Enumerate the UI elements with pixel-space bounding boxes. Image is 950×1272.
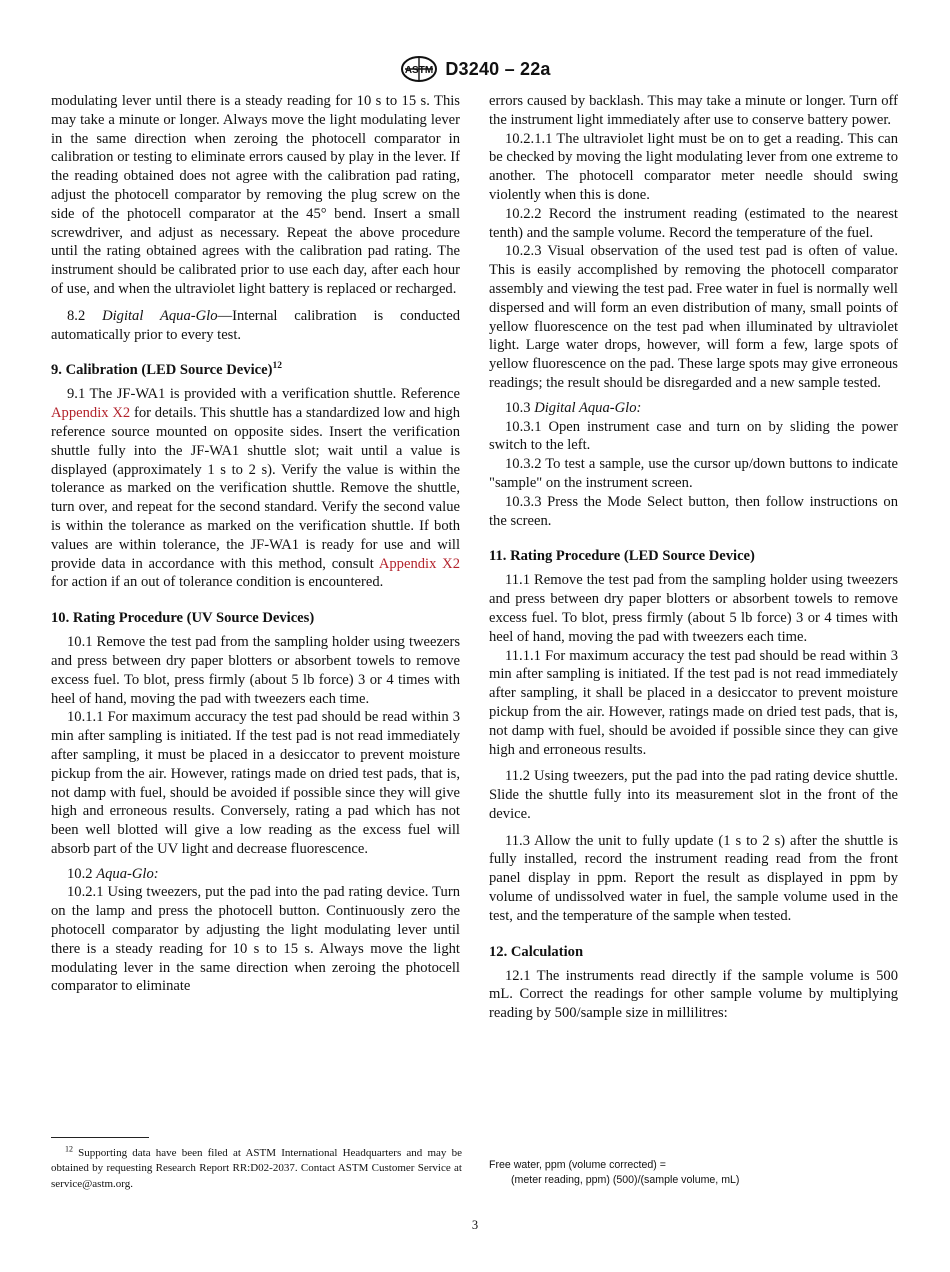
section-heading-10: 10. Rating Procedure (UV Source Devices) bbox=[51, 610, 315, 627]
section-heading-12: 12. Calculation bbox=[489, 943, 584, 960]
paragraph-8-2: 8.2 Digital Aqua-Glo—Internal calibration is conducted automatically prior to every test. bbox=[51, 307, 460, 343]
section-heading-11: 11. Rating Procedure (LED Source Device) bbox=[489, 548, 755, 565]
paragraph-10-2-3: 10.2.3 Visual observation of the used test pad is often of value. This is easily accomplished by removing the photocell comparator assembly and viewing the test pad. Free water in fuel is normally well dispersed and will form an even distribution of many, small points of yellow fluorescence on the test pad when illuminated by ultraviolet light. Large water drops, however, will form a few, large spots of yellow fluorescence on the pad. These large spots may give erroneous readings; the result should be disregarded and a new sample tested. bbox=[489, 243, 898, 391]
paragraph-10-1-1: 10.1.1 For maximum accuracy the test pad should be read within 3 min after sampling is initiated. If the test pad is not read immediately after sampling, it must be placed in a desiccator to prevent moisture pickup from the air. However, ratings made on dried test pads, that is, not damp with fuel, should be avoided if possible since they will give high and erroneous results. Conversely, rating a pad which has not been well blotted will give a low reading as the excess fuel will absorb part of the UV light and decrease fluorescence. bbox=[51, 709, 460, 857]
paragraph-10-3-2: 10.3.2 To test a sample, use the cursor up/down buttons to indicate "sample" on the instrument screen. bbox=[489, 456, 898, 491]
footnote-ref: 12 bbox=[272, 361, 282, 372]
paragraph-11-3: 11.3 Allow the unit to fully update (1 s to 2 s) after the shuttle is fully installed, record the instrument reading read from the front panel display in ppm. Report the result as displayed in ppm by volume of undissolved water in fuel, the sample volume used in the test, and the temperature of the sample when tested. bbox=[489, 832, 898, 924]
appendix-x2-link[interactable]: Appendix X2 bbox=[51, 405, 131, 422]
page-number: 3 bbox=[471, 1218, 479, 1232]
formula-line-1: Free water, ppm (volume corrected) = bbox=[489, 1159, 666, 1171]
document-id: D3240 – 22a bbox=[445, 58, 551, 79]
formula-line-2: (meter reading, ppm) (500)/(sample volume, mL) bbox=[511, 1173, 740, 1186]
appendix-x2-link[interactable]: Appendix X2 bbox=[378, 555, 461, 572]
paragraph-11-1: 11.1 Remove the test pad from the sampling holder using tweezers and press between dry paper blotters or absorbent towels to remove excess fuel. To blot, press firmly (about 5 lb force) 3 or 4 times with heel of hand, moving the pad with tweezers each time. bbox=[489, 572, 898, 645]
footnote-divider bbox=[51, 1137, 149, 1138]
paragraph-10-2-1-1: 10.2.1.1 The ultraviolet light must be on to get a reading. This can be checked by moving the light modulating lever from one extreme to another. The photocell comparator meter needle should swing violently when this is done. bbox=[489, 130, 898, 203]
paragraph-9-1: 9.1 The JF-WA1 is provided with a verification shuttle. Reference Appendix X2 for details. This shuttle has a standardized low and high reference source mounted on opposite sides. Insert the verification shuttle fully into the JF-WA1 shuttle slot; wait until a value is displayed (approximately 1 s to 2 s). Verify the value is within the tolerance as marked on the verification shuttle. Remove the shuttle, turn over, and repeat for the second standard. Verify the second value is within the tolerance as marked on the verification shuttle. If both values are within tolerance, the JF-WA1 is ready for use and will provide data in accordance with this method, consult Appendix X2 for action if an out of tolerance condition is encountered. bbox=[51, 386, 461, 591]
right-column bbox=[489, 92, 898, 1023]
paragraph-11-1-1: 11.1.1 For maximum accuracy the test pad should be read within 3 min after sampling is initiated. If the test pad is not read immediately after sampling, it shall be placed in a desiccator to prevent moisture pickup from the air. However, ratings made on dried test pads, that is, not damp with fuel, should be avoided if possible since they can give high and erroneous results. bbox=[489, 647, 898, 758]
astm-logo-icon bbox=[399, 54, 439, 84]
footnote: $^{12}$ Supporting data have been filed at ASTM International Headquarters and may be obtained by requesting Research Report RR:D02-2037. Contact ASTM Customer Service at service@astm.org. bbox=[51, 1144, 462, 1190]
paragraph-10-2-2: 10.2.2 Record the instrument reading (estimated to the nearest tenth) and the sample volume. Record the temperature of the fuel. bbox=[489, 205, 898, 241]
left-column bbox=[51, 92, 460, 996]
section-heading-9: 9. Calibration (LED Source Device)$^{12}$ bbox=[51, 361, 282, 379]
page-header bbox=[0, 52, 950, 86]
paragraph-10-2-1: 10.2.1 Using tweezers, put the pad into the pad rating device. Turn on the lamp and press the photocell button. Continuously zero the photocell comparator by adjusting the light modulating lever until there is a steady reading for 10 s to 15 s. Always move the light modulating lever in the same direction when zeroing the photocell comparator to eliminate bbox=[51, 884, 460, 995]
formula bbox=[489, 1158, 909, 1187]
paragraph-11-2: 11.2 Using tweezers, put the pad into the pad rating device shuttle. Slide the shuttle fully into its measurement slot in the front of the device. bbox=[489, 768, 898, 822]
svg-text:ASTM: ASTM bbox=[405, 65, 434, 76]
paragraph-continued: errors caused by backlash. This may take a minute or longer. Turn off the instrument light immediately after use to conserve battery power. bbox=[489, 93, 898, 128]
paragraph-10-1: 10.1 Remove the test pad from the sampling holder using tweezers and press between dry paper blotters or absorbent towels to remove excess fuel. To blot, press firmly (about 5 lb force) 3 or 4 times with heel of hand, moving the pad with tweezers each time. bbox=[51, 634, 460, 707]
paragraph-10-2: 10.2 Aqua-Glo: bbox=[67, 865, 159, 882]
paragraph-10-3-1: 10.3.1 Open instrument case and turn on by sliding the power switch to the left. bbox=[489, 418, 898, 454]
paragraph-12-1: 12.1 The instruments read directly if the sample volume is 500 mL. Correct the readings for other sample volume by multiplying reading by 500/sample size in millilitres: bbox=[489, 967, 898, 1022]
paragraph-10-3: 10.3 Digital Aqua-Glo: bbox=[505, 399, 642, 416]
paragraph-continued: modulating lever until there is a steady reading for 10 s to 15 s. This may take a minute or longer. Always move the light modulating lever in the same direction when zeroing the photocell comparator in calibration or testing to eliminate errors caused by play in the lever. If the reading obtained does not agree with the calibration pad rating, adjust the photocell comparator by removing the plug screw on the side of the photocell comparator at the 45° bend. Insert a small screwdriver, and adjust as necessary. Repeat the above procedure until the rating obtained agrees with the calibration pad rating. The instrument should be calibrated prior to use each day, after each hour of use, and when the ultraviolet light battery is replaced or recharged. bbox=[51, 93, 460, 297]
paragraph-10-3-3: 10.3.3 Press the Mode Select button, then follow instructions on the screen. bbox=[489, 493, 898, 529]
